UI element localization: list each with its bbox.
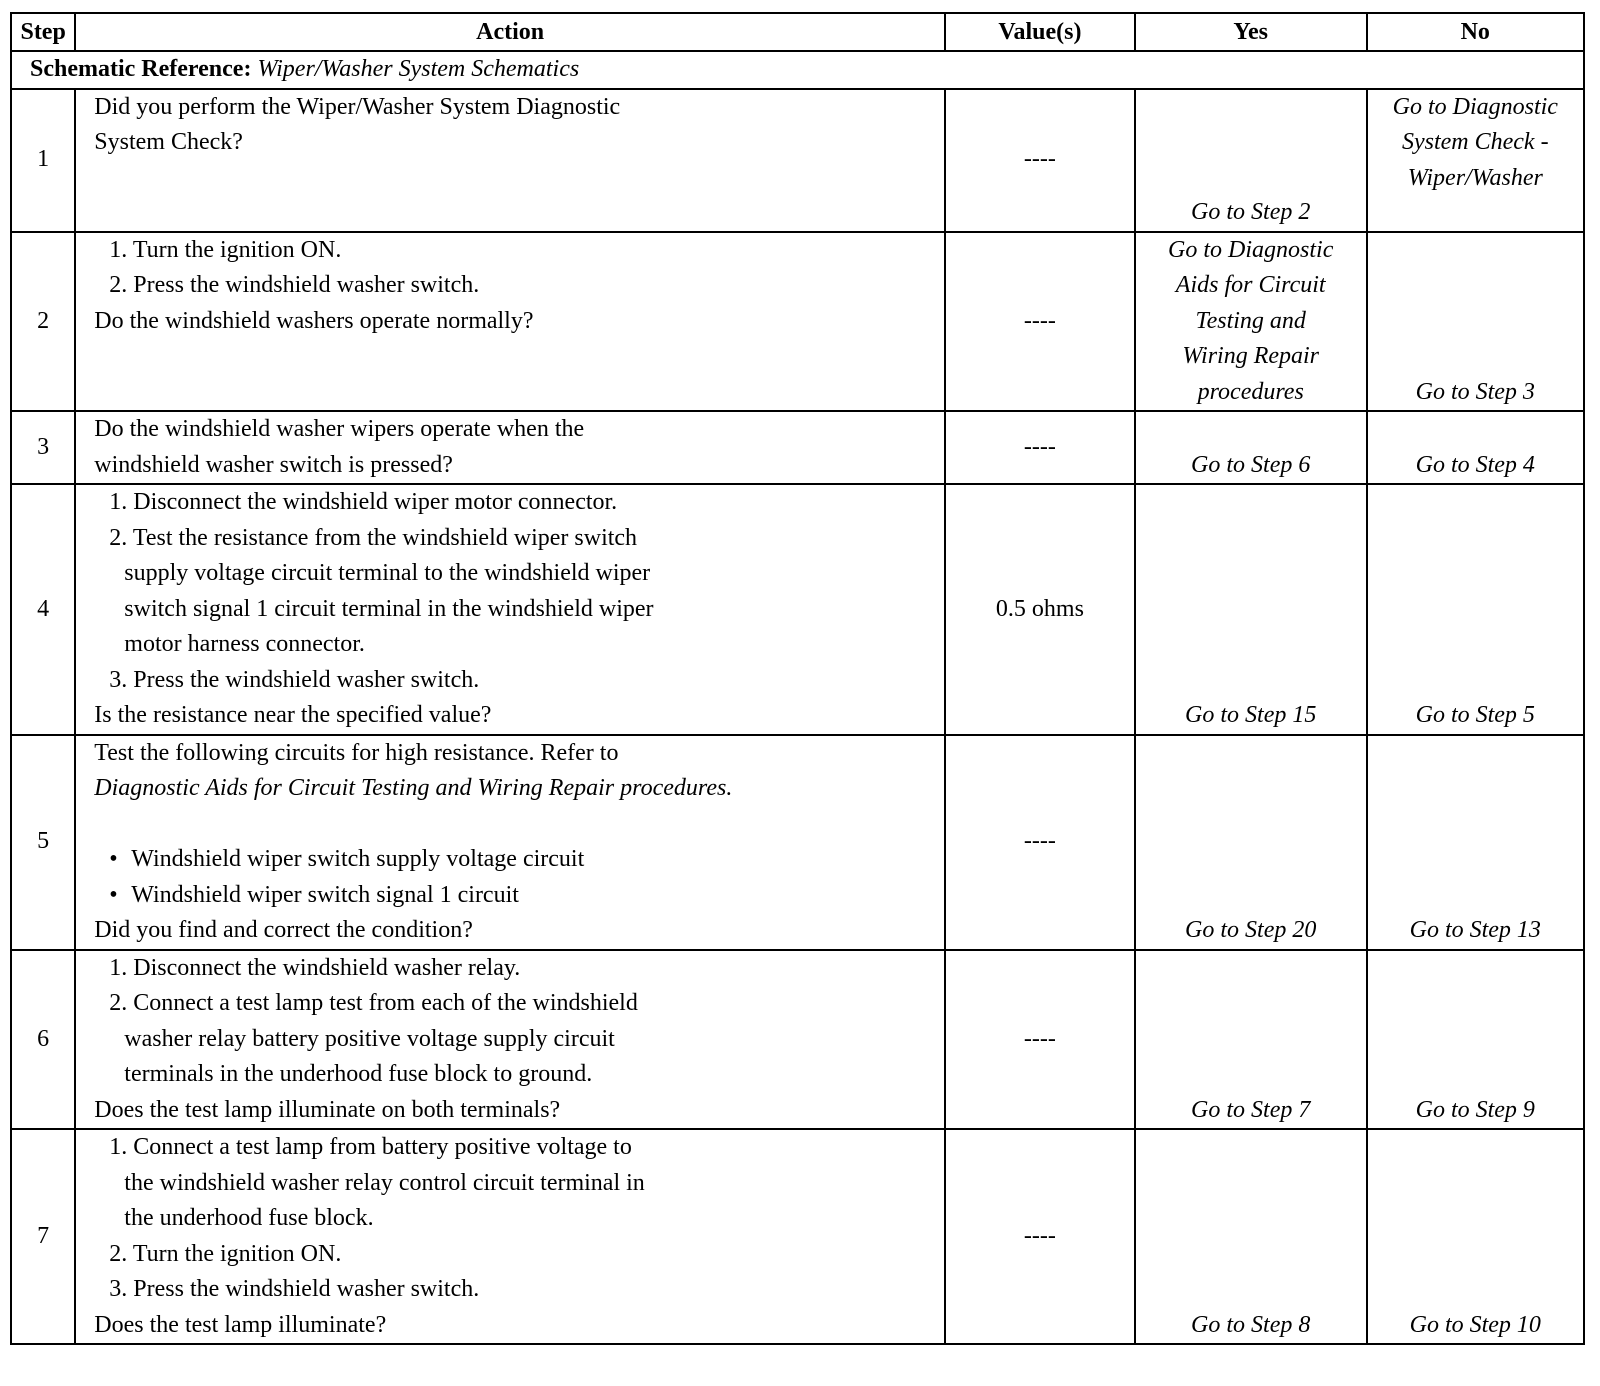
header-values: Value(s) [945, 13, 1135, 51]
header-yes: Yes [1135, 13, 1367, 51]
step-number: 5 [11, 735, 75, 950]
table-row [11, 411, 1584, 484]
action-cell [75, 232, 945, 412]
action-line: the windshield washer relay control circuit terminal in [124, 1169, 645, 1196]
no-link[interactable]: Go to Step 3 [1367, 232, 1584, 412]
action-line: Is the resistance near the specified value? [94, 702, 492, 728]
action-line: System Check? [94, 129, 243, 155]
action-line: Does the test lamp illuminate on both terminals? [94, 1096, 561, 1123]
schematic-reference [11, 51, 1584, 89]
action-line: 1. Disconnect the windshield wiper motor connector. [109, 489, 618, 515]
header-row [11, 13, 1584, 51]
header-step: Step [11, 13, 75, 51]
action-line: terminals in the underhood fuse block to ground. [124, 1061, 593, 1087]
action-line: 2. Turn the ignition ON. [109, 1240, 342, 1267]
table-row [11, 89, 1584, 232]
action-line: 1. Disconnect the windshield washer relay. [109, 954, 521, 981]
value-cell: ---- [945, 411, 1135, 484]
action-cell [75, 411, 945, 484]
step-number: 4 [11, 484, 75, 735]
action-line: Did you find and correct the condition? [94, 917, 473, 943]
action-cell [75, 1129, 945, 1344]
action-line: Did you perform the Wiper/Washer System Diagnostic [94, 93, 621, 120]
action-cell [75, 950, 945, 1130]
yes-link[interactable]: Go to Step 6 [1135, 411, 1367, 484]
action-line: 3. Press the windshield washer switch. [109, 1276, 480, 1302]
action-cell [75, 484, 945, 735]
yes-link[interactable]: Go to Step 20 [1135, 735, 1367, 950]
action-line: motor harness connector. [124, 631, 365, 657]
value-cell: ---- [945, 89, 1135, 232]
step-number: 1 [11, 89, 75, 232]
no-link-line: System Check - [1401, 129, 1549, 155]
action-line: 2. Test the resistance from the windshield wiper switch [109, 524, 638, 551]
yes-link[interactable] [1135, 232, 1367, 412]
table-row [11, 735, 1584, 950]
action-line: switch signal 1 circuit terminal in the windshield wiper [124, 595, 654, 622]
bullet-item: • Windshield wiper switch signal 1 circuit [94, 878, 940, 914]
bullet-item: • Windshield wiper switch supply voltage circuit [94, 842, 940, 878]
diagnostic-table [10, 12, 1585, 1345]
yes-link[interactable]: Go to Step 7 [1135, 950, 1367, 1130]
no-link[interactable]: Go to Step 4 [1367, 411, 1584, 484]
action-line: the underhood fuse block. [124, 1205, 374, 1231]
schematic-row [11, 51, 1584, 89]
no-link-line: Wiper/Washer [1407, 164, 1543, 191]
step-number: 7 [11, 1129, 75, 1344]
value-cell: ---- [945, 950, 1135, 1130]
yes-link-line: Go to Diagnostic [1168, 236, 1334, 263]
yes-link-line: Wiring Repair [1182, 343, 1320, 369]
schematic-link[interactable]: Wiper/Washer System Schematics [257, 56, 580, 82]
yes-link[interactable]: Go to Step 8 [1135, 1129, 1367, 1344]
action-line: Does the test lamp illuminate? [94, 1311, 387, 1338]
yes-link-line: procedures [1197, 378, 1304, 405]
no-link[interactable] [1367, 89, 1584, 232]
action-line: Do the windshield washer wipers operate when the [94, 416, 585, 442]
diagnostic-table-page [10, 12, 1585, 1345]
value-cell: 0.5 ohms [945, 484, 1135, 735]
yes-link[interactable]: Go to Step 15 [1135, 484, 1367, 735]
action-line: Do the windshield washers operate normally? [94, 307, 534, 334]
step-number: 2 [11, 232, 75, 412]
value-cell: ---- [945, 735, 1135, 950]
spacer [94, 807, 940, 843]
no-link-line: Go to Diagnostic [1392, 93, 1558, 120]
no-link[interactable]: Go to Step 9 [1367, 950, 1584, 1130]
action-line: 1. Turn the ignition ON. [109, 236, 342, 263]
action-line: Test the following circuits for high resistance. Refer to [94, 739, 619, 766]
no-link[interactable]: Go to Step 5 [1367, 484, 1584, 735]
table-row [11, 950, 1584, 1130]
yes-link[interactable]: Go to Step 2 [1135, 89, 1367, 232]
schematic-label: Schematic Reference: [30, 56, 252, 82]
action-line: supply voltage circuit terminal to the windshield wiper [124, 560, 651, 586]
table-row [11, 1129, 1584, 1344]
no-link[interactable]: Go to Step 13 [1367, 735, 1584, 950]
action-cell [75, 89, 945, 232]
action-line: washer relay battery positive voltage supply circuit [124, 1025, 615, 1052]
action-line: windshield washer switch is pressed? [94, 451, 453, 478]
value-cell: ---- [945, 232, 1135, 412]
action-cell [75, 735, 945, 950]
action-line: 2. Connect a test lamp test from each of the windshield [109, 990, 638, 1016]
action-line: 2. Press the windshield washer switch. [109, 272, 480, 298]
diagnostic-aids-link[interactable]: Diagnostic Aids for Circuit Testing and Wiring Repair procedures. [94, 775, 733, 801]
header-action: Action [75, 13, 945, 51]
action-line: 1. Connect a test lamp from battery positive voltage to [109, 1134, 632, 1160]
step-number: 6 [11, 950, 75, 1130]
table-row [11, 484, 1584, 735]
header-no: No [1367, 13, 1584, 51]
no-link[interactable]: Go to Step 10 [1367, 1129, 1584, 1344]
yes-link-line: Aids for Circuit [1175, 272, 1326, 298]
step-number: 3 [11, 411, 75, 484]
table-row [11, 232, 1584, 412]
value-cell: ---- [945, 1129, 1135, 1344]
yes-link-line: Testing and [1195, 307, 1306, 334]
action-line: 3. Press the windshield washer switch. [109, 666, 480, 693]
